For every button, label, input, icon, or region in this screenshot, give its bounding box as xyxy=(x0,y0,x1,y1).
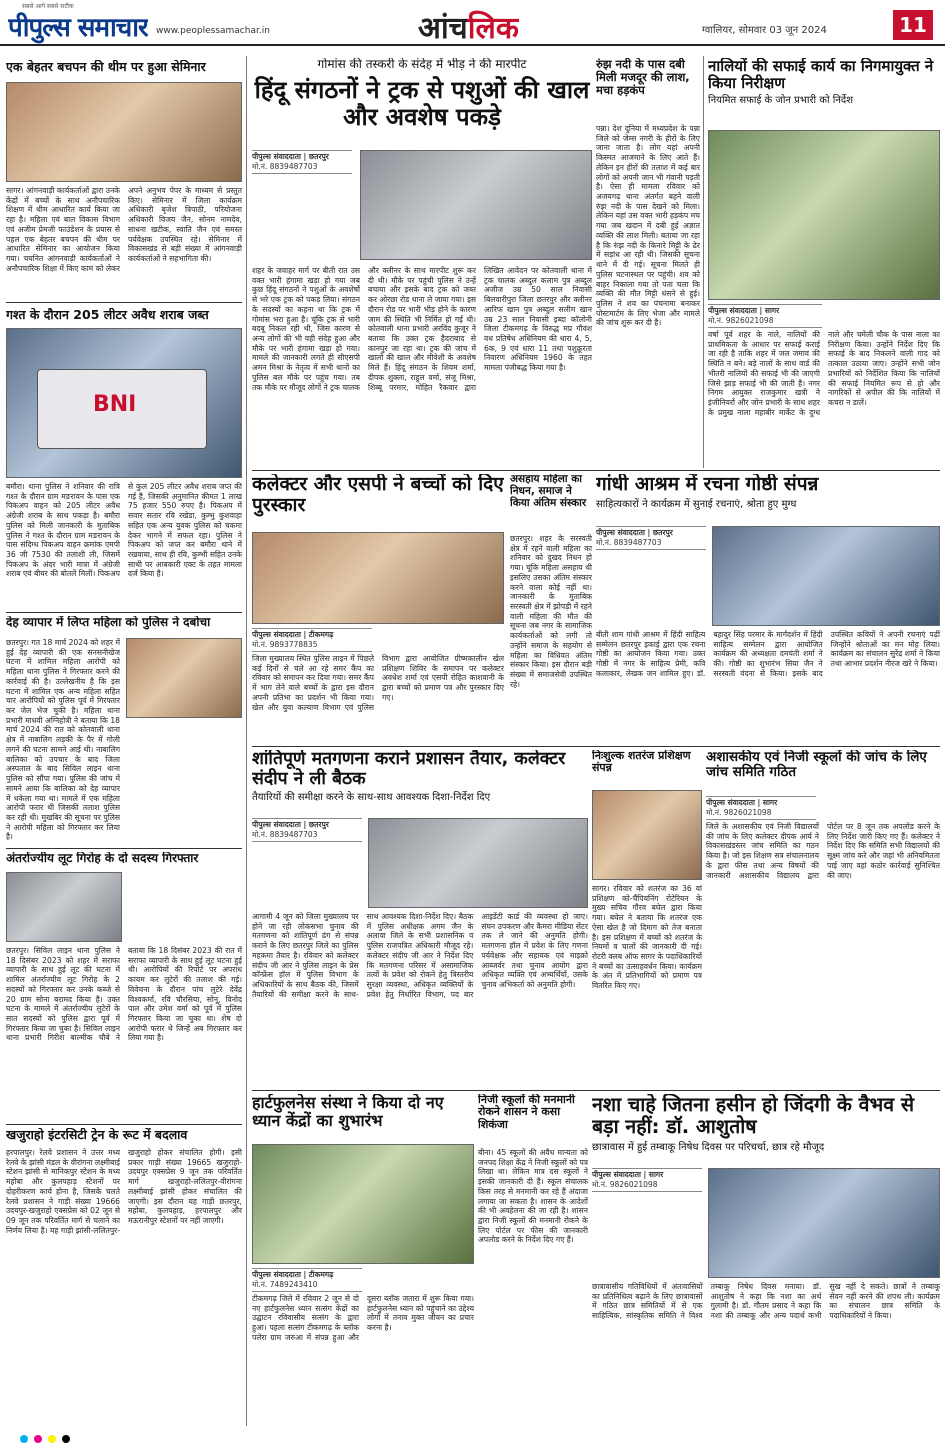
story-body: बमौरा। थाना पुलिस ने शनिवार की रात्रि गश्त के दौरान ग्राम मङरावन के पास एक पिकअप वाहन को 205 लीटर अवैध अंग्रेजी शराब के साथ पकड़ा है। बमौरा पुलिस को मिली जानकारी के मुताबिक पुलिस ने गश्त के दौरान ग्राम मङरावन के पास संदिग्ध पिकअप वाहन क्रमांक एमपी 36 जी 7530 की तलाशी ली, जिसमें पिकअप के अंदर भारी मात्रा में अंग्रेजी शराब एवं बीयर की बोतलें मिलीं। पिकअप से कुल 205 लीटर अवैध शराब जप्त की गई है, जिसकी अनुमानित कीमत 1 लाख 75 हजार 550 रुपए है। पिकअप में सवार सतार रवि रखेडा, कुम्भु कुशवाहा सहित एक अन्य युवक पुलिस को चकमा देकर भागने में सफल रहा। पुलिस ने पिकअप को जप्त कर बमौरा थाने में रखवाया, साथ ही रवि, कुम्भी सहित उनके साथी पर आबकारी एक्ट के तहत मामला दर्ज किया है। xyxy=(6,482,242,579)
story-body: पन्ना। देश दुनिया में मध्यप्रदेश के पन्ना जिले को जेम्स नगरी के हीरों के लिए जाना जाता है। लोग यहां अपनी किस्मत आजमाने के लिए आते हैं। लेकिन इन हीरों की तलाश में कई बार लोगों को अपनी जान भी गंवानी पड़ती है। ऐसा ही मामला रविवार को अजयगढ़ थाना अंतर्गत बहने वाली रुंझ नदी के पास देखने को मिला। लेकिन यहां उस वक्त भारी हड़कंप मच गया जब खदान में दबी हुई अज्ञात व्यक्ति की लाश मिली। बताया जा रहा है कि रुंझ नदी के किनारे मिट्टी के ढेर में सड़ांध आ रही थी। जिसकी सूचना थाने में दी गई। सूचना मिलते ही पुलिस घटनास्थल पर पहुंची। शव को बाहर निकाला गया तो पता चला कि व्यक्ति की मौत मिट्टी धंसने से हुई। पुलिस ने शव का पंचनामा बनाकर पोस्टमार्टम के लिए भेजा और मामले की जांच शुरू कर दी है। xyxy=(596,124,700,328)
byline: पीपुल्स संवाददाता | टीकमगढ़ मो.नं. 7489243410 xyxy=(252,1268,362,1292)
deck: छात्रावास में हुई तम्बाकू निषेध दिवस पर परिचर्चा, छात्र रहे मौजूद xyxy=(592,1141,825,1153)
story-photo xyxy=(6,82,242,182)
story-body: शहर के जवाहर मार्ग पर बीती रात उस वक्त भारी हंगामा खड़ा हो गया जब कुछ हिंदू संगठनों ने पशुओं के अवशेषों से भरे एक ट्रक को पकड़ लिया। संगठन के सदस्यों का कहना था कि ट्रक में गोमांस भरा हुआ है। चूंकि ट्रक से भारी बदबू निकल रही थी, जिस कारण से अन्य लोगों की भी वही संदेह हुआ और मौके पर भारी हंगामा खड़ा हो गया। मामले की जानकारी लगते ही सीएसपी अमन मिश्रा के नेतृत्व में सभी थानों का पुलिस बल मौके पर पहुंच गया। तब तक मौके पर मौजूद लोगों ने ट्रक चालक और क्लीनर के साथ मारपीट शुरू कर दी थी। मौके पर पहुंची पुलिस ने उन्हें बचाया और इसके बाद ट्रक को जब्त कर ओरछा रोड थाना ले जाया गया। इस दौरान रोड पर भारी भीड़ होने के कारण जाम की स्थिति भी निर्मित हो गई थी। कोतवाली थाना प्रभारी अरविंद कुजूर ने बताया कि उक्त ट्रक हैदराबाद से कानपुर जा रहा था। ट्रक की जांच में खालों की खाल और मीवेशी के अवशेष मिले हैं। हिंदू संगठन के शिवम शर्मा, दीपक शुक्ला, राहुल वर्मा, संजू मिश्रा, शिब्बू परमार, मोहित रैकवार द्वारा लिखित आवेदन पर कोतवाली थाना में ट्रक चालक अब्दुल कलाम पुत्र अब्दुल अजीज उम्र 50 साल निवासी बिलवारीपुरा जिला छतरपुर और क्लीनर आरिफ खान पुत्र अब्दुल सलीम खान उम्र 23 साल निवासी इब्दा कॉलोनी जिला टीकमगढ़ के विरुद्ध मप्र गौवंश वध प्रतिषेध अधिनियम की धारा 4, 5, 6क, 9 एवं धारा 11 तथा पशुक्रूरता निवारण अधिनियम 1960 के तहत मामला पंजीबद्ध किया गया है। xyxy=(252,266,592,392)
reg-mark xyxy=(34,1435,42,1443)
byline-name: पीपुल्स संवाददाता xyxy=(252,152,301,161)
newspaper-logo: पीपुल्स समाचार xyxy=(8,13,148,43)
headline: शांतिपूर्ण मतगणना कराने प्रशासन तैयार, कलेक्टर संदीप ने ली बैठक xyxy=(252,750,566,789)
reg-mark xyxy=(62,1435,70,1443)
story-heartfulness xyxy=(252,1094,474,1428)
section-title-b: लिक xyxy=(467,11,519,46)
story-gandhi-ashram xyxy=(596,474,940,742)
color-registration-marks xyxy=(0,1432,945,1445)
story-body-cont xyxy=(126,722,242,844)
story-drains xyxy=(708,58,940,466)
divider xyxy=(252,470,940,471)
byline-phone: मो.नं. 9826021098 xyxy=(706,808,772,817)
reg-mark xyxy=(20,1435,28,1443)
section-title xyxy=(418,6,519,46)
deck: साहित्यकारों ने कार्यक्रम में सुनाई रचनाएं, श्रोता हुए मुग्ध xyxy=(596,499,797,511)
story-body: छतरपुर। गत 18 मार्च 2024 को शहर में हुई देह व्यापारी की एक सनसनीखेज घटना में शामिल महिला आरोपी को महिला थाना पुलिस ने गिरफ्तार करने की कार्रवाई की है। उल्लेखनीय है कि इस घटना में शामिल एक अन्य महिला सहित चार आरोपियों को पुलिस पूर्व में गिरफ्तार कर जेल भेज चुकी है। महिला थाना प्रभारी माधवी अग्निहोत्री ने बताया कि 18 मार्च 2024 की रात को कोतवाली थाना क्षेत्र में नाबालिग लड़की के पैर में गोली लगने की घटना सामने आई थी। नाबालिग बालिका को उपचार के बाद जिला अस्पताल के बाद सिविल लाइन थाना पुलिस को सौंपा गया। पुलिस की जांच में सामने आया कि बालिका को देह व्यापार में धकेला गया था। मामले में एक महिला आरोपी फरार थी जिसकी तलाश पुलिस कर रही थी। मुखबिर की सूचना पर पुलिस ने आरोपी महिला को गिरफ्तार कर लिया है। xyxy=(6,638,120,842)
deck: नियमित सफाई के जोन प्रभारी को निर्देश xyxy=(708,94,854,106)
headline: कलेक्टर और एसपी ने बच्चों को दिए पुरस्कार xyxy=(252,474,504,517)
byline-phone: मो.नं. 8839487703 xyxy=(596,538,662,547)
headline: अंतर्राज्यीय लूट गिरोह के दो सदस्य गिरफ्तार xyxy=(6,852,199,865)
column-rule xyxy=(703,56,704,468)
story-collector-awards xyxy=(252,474,504,742)
headline: रुंझ नदी के पास दबी मिली मजदूर की लाश, मचा हड़कंप xyxy=(596,58,690,97)
story-body: आगामी 4 जून को जिला मुख्यालय पर होने जा रही लोकसभा चुनाव की मतगणना को शांतिपूर्ण ढंग से संपन्न कराने के लिए छतरपुर जिले का पुलिस महकमा तैयार है। रविवार को कलेक्टर संदीप जी आर ने पुलिस लाइन के प्रेस कॉन्फ्रेंस हॉल में पुलिस विभाग के अधिकारियों के साथ बैठक की, जिसमें तैयारियों की समीक्षा करने के साथ-साथ आवश्यक दिशा-निर्देश दिए। बैठक में पुलिस अधीक्षक अगम जैन के अलावा जिले के सभी प्रशासनिक व पुलिस राजपत्रित अधिकारी मौजूद रहे। कलेक्टर संदीप जी आर ने निर्देश दिए कि मतगणना परिसर में असामाजिक तत्वों के प्रवेश को रोकने हेतु त्रिस्तरीय सुरक्षा व्यवस्था, अधिकृत व्यक्तियों के प्रवेश हेतु निर्धारित विभाग, पद बार आइडेंटी कार्ड की व्यवस्था हो जाए। संघन उपकरण और कैमरा मीडिया सेंटर तक ले जाने की अनुमति होगी। मतगणना हॉल में प्रवेश के लिए गणना पर्यवेक्षक और सहायक एवं माइक्रो आब्जर्वर तथा चुनाव आयोग द्वारा अधिकृत व्यक्ति एवं अभ्यर्थियों, उसके चुनाव अभिकर्ता को अनुमति होगी। xyxy=(252,912,588,999)
headline: निजी स्कूलों की मनमानी रोकने शासन ने कसा शिकंजा xyxy=(478,1094,575,1131)
story-body: जिला मुख्यालय स्थित पुलिस लाइन में पिछले कई दिनों से चले आ रहे समर कैंप का रविवार को समापन कर दिया गया। समर कैंप में भाग लेने वाले बच्चों के द्वारा इस दौरान अपनी प्रतिभा का प्रदर्शन भी किया गया। खेल और युवा कल्याण विभाग एवं पुलिस विभाग द्वारा आयोजित ग्रीष्मकालीन खेल प्रशिक्षण शिविर के समापन पर कलेक्टर अवधेश शर्मा एवं एसपी रोहित काशवानी के द्वारा बच्चों को प्रमाण पत्र और पुरस्कार दिए गए। xyxy=(252,654,504,712)
byline-location: सागर xyxy=(648,1170,664,1179)
story-liquor-seized xyxy=(6,308,242,610)
story-body: छतरपुर। शहर के सरस्वती क्षेत्र में रहने वाली महिला का शनिवार को दुखद निधन हो गया। चूंकि महिला असहाय थी इसलिए उसका अंतिम संस्कार करने वाला कोई नहीं था। जानकारी के मुताबिक सरस्वती क्षेत्र में झोपड़ी में रहने वाली महिला की मौत की सूचना जब नगर के सामाजिक कार्यकर्ताओं को लगी तो उन्होंने समाज के सहयोग से महिला का विधिवत अंतिम संस्कार किया। इस दौरान बड़ी संख्या में समाजसेवी उपस्थित रहे। xyxy=(510,534,592,689)
van-lettering: BNI xyxy=(93,392,137,417)
story-photo xyxy=(368,818,588,908)
headline: गांधी आश्रम में रचना गोष्ठी संपन्न xyxy=(596,474,819,495)
van-body xyxy=(37,369,207,449)
story-lead-cattle xyxy=(252,58,592,466)
byline-phone: मो.नं. 7489243410 xyxy=(252,1280,318,1289)
story-loot-gang xyxy=(6,852,242,1122)
byline: पीपुल्स संवाददाता | छतरपुर मो.नं. 8839487703 xyxy=(596,526,706,550)
byline-location: टीकमगढ़ xyxy=(308,1270,334,1279)
story-body: छात्रावासीय गतिविधियों में अंतःवासियों का प्रतिनिधित्व बढ़ाने के लिए छात्रावासों में गठित छात्र समितियों में से एक साहित्यिक, सांस्कृतिक समिति ने विश्व तम्बाकू निषेध दिवस मनाया। डॉ. आशुतोष ने कहा कि नशा का अर्थ गुलामी है। डॉ. गौतम प्रसाद ने कहा कि नशा की तम्बाकू और अन्य पदार्थ कभी सुख नहीं दे सकते। छात्रों ने तम्बाकू सेवन नहीं करने की शपथ ली। कार्यक्रम का संचालन छात्र समिति के पदाधिकारियों ने किया। xyxy=(592,1282,940,1321)
byline: पीपुल्स संवाददाता | सागर मो.नं. 9826021098 xyxy=(592,1168,702,1192)
headline: अशासकीय एवं निजी स्कूलों की जांच के लिए जांच समिति गठित xyxy=(706,750,927,781)
story-private-schools xyxy=(478,1094,588,1428)
headline: खजुराहो इंटरसिटी ट्रेन के रूट में बदलाव xyxy=(6,1128,188,1142)
story-flesh-trade xyxy=(6,616,242,846)
byline: पीपुल्स संवाददाता | सागर मो.नं. 9826021098 xyxy=(708,304,822,328)
byline-name: पीपुल्स संवाददाता xyxy=(596,528,645,537)
story-body: जिले के अशासकीय एवं निजी विद्यालयों की जांच के लिए कलेक्टर दीपक आर्य ने विकासखंडस्तर जांच समिति का गठन किया है। जो इस शिक्षण सत्र संचालनालय के द्वारा फीस तथा अन्य विषयों की जानकारी अशासकीय विद्यालय द्वारा पोर्टल पर 8 जून तक अपलोड करने के लिए निर्देश जारी किए गए हैं। कलेक्टर ने निर्देश दिए कि समिति सभी विद्यालयों की सूक्ष्म जांच करे और जहां भी अनियमितता पाई जाए वहां कठोर कार्रवाई सुनिश्चित की जाए। xyxy=(706,822,940,880)
byline-name: पीपुल्स संवाददाता xyxy=(252,1270,301,1279)
story-vote-counting xyxy=(252,750,588,1086)
byline-phone: मो.नं. 8839487703 xyxy=(252,830,318,839)
headline: नशा चाहे जितना हसीन हो जिंदगी के वैभव से बड़ा नहीं: डॉ. आशुतोष xyxy=(592,1094,915,1138)
divider xyxy=(6,1124,242,1125)
deck: तैयारियों की समीक्षा करने के साथ-साथ आवश्यक दिशा-निर्देश दिए xyxy=(252,792,491,804)
story-body: बीना। 45 स्कूलों की अवैध मान्यता को जनपद शिक्षा केंद्र ने निजी स्कूलों को पत्र लिखा था। लेकिन मात्र दस स्कूलों ने इसकी जानकारी दी है। स्कूल संचालक किस तरह से मनमानी कर रहे हैं अंदाजा लगाया जा सकता है। शासन के आदेशों की भी अवहेलना की जा रही है। शासन द्वारा निजी स्कूलों की मनमानी रोकने के लिए पोर्टल पर फीस की जानकारी अपलोड करने के निर्देश दिए गए हैं। xyxy=(478,1148,588,1245)
divider xyxy=(252,746,940,747)
headline: देह व्यापार में लिप्त महिला को पुलिस ने दबोचा xyxy=(6,616,211,629)
headline: हार्टफुलनेस संस्था ने किया दो नए ध्यान केंद्रों का शुभारंभ xyxy=(252,1094,444,1130)
story-photo xyxy=(6,328,242,478)
story-body-dead-labourer xyxy=(596,58,700,466)
story-seminar xyxy=(6,60,242,300)
divider xyxy=(6,612,242,613)
byline: पीपुल्स संवाददाता | छतरपुर मो.नं. 8839487703 xyxy=(252,150,352,174)
divider xyxy=(6,848,242,849)
byline-location: टीकमगढ़ xyxy=(308,630,334,639)
story-photo xyxy=(708,1168,940,1278)
headline: नालियों की सफाई कार्य का निगमायुक्त ने किया निरीक्षण xyxy=(708,58,934,92)
column-rule xyxy=(246,56,247,1426)
byline-phone: मो.नं. 9826021098 xyxy=(708,316,774,325)
byline: पीपुल्स संवाददाता | छतरपुर मो.नं. 8839487703 xyxy=(252,818,362,842)
story-body: सागर। आंगनवाड़ी कार्यकर्ताओं द्वारा उनके केंद्रों में बच्चों के साथ अनौपचारिक शिक्षण में थीम आधारित कार्य किया जा रहा है। महिला एवं बाल विकास विभाग एवं अजीम प्रेमजी फाउंडेशन के प्रयास से पहल एक बेहतर बचपन की थीम पर आधारित सेमिनार का आयोजन किया गया। चयनित आंगनवाड़ी कार्यकर्ताओं ने अनौपचारिक शिक्षा में किए काम को लेकर अपने अनुभव पेपर के माध्यम से प्रस्तुत किए। सेमिनार में जिला कार्यक्रम अधिकारी बृजेश त्रिपाठी, परियोजना अधिकारी विजय जैन, सोनम नामदेव, साधना खटीक, स्वाति जैन एवं समस्त पर्यवेक्षक उपस्थित रहे। सेमिनार में विकासखंड से बड़ी संख्या में आंगनवाड़ी कार्यकर्ताओं ने सहभागिता की। xyxy=(6,186,242,273)
story-body: टीकमगढ़ जिले में रविवार 2 जून से दो नए हार्टफुलनेस ध्यान सत्संग केंद्रों का उद्घाटन रविवासीय सत्संग के द्वारा हुआ। पहला सत्संग टीकमगढ़ के ब्लॉक पलेरा ग्राम जरुआ में संपन्न हुआ और दूसरा ब्लॉक जतारा में शुरू किया गया। हार्टफुलनेस ध्यान को पहुंचाने का उद्देश्य लोगों में तनाव मुक्त जीवन का प्रचार करना है। xyxy=(252,1294,474,1342)
byline-name: पीपुल्स संवाददाता xyxy=(592,1170,641,1179)
story-photo xyxy=(252,532,504,624)
byline-location: छतरपुर xyxy=(308,820,329,829)
story-cremation xyxy=(510,474,592,742)
byline-location: छतरपुर xyxy=(308,152,329,161)
byline-location: सागर xyxy=(762,798,778,807)
story-chess xyxy=(592,750,702,1086)
story-photo xyxy=(708,130,940,300)
byline-location: सागर xyxy=(764,306,780,315)
story-photo xyxy=(6,872,122,942)
story-photo xyxy=(712,526,940,626)
story-body: सागर। रविवार को शतरंज का 36 वां प्रशिक्षण को-चैंपियनिंग रोटेरियन के मुख्य सचिव गौरव बघेल द्वारा किया गया। बघेल ने बताया कि शतरंज एक ऐसा खेल है जो दिमाग को तेज बनाता है। इस प्रशिक्षण में बच्चों को शतरंज के नियमों व चालों की जानकारी दी गई। रोटरी क्लब ऑफ सागर के पदाधिकारियों ने बच्चों का उत्साहवर्धन किया। कार्यक्रम के अंत में प्रतिभागियों को प्रमाण पत्र वितरित किए गए। xyxy=(592,884,702,991)
byline: पीपुल्स संवाददाता | टीकमगढ़ मो.नं. 9893778835 xyxy=(252,628,372,652)
story-photo xyxy=(252,1144,474,1264)
story-photo xyxy=(360,150,592,260)
story-train-route xyxy=(6,1128,242,1428)
headline: हिंदू संगठनों ने ट्रक से पशुओं की खाल और अवशेष पकड़े xyxy=(254,76,590,132)
byline-phone: मो.नं. 8839487703 xyxy=(252,162,318,171)
story-photo xyxy=(126,638,242,718)
kicker: गोमांस की तस्करी के संदेह में भीड़ ने की मारपीट xyxy=(317,58,527,71)
byline-phone: मो.नं. 9893778835 xyxy=(252,640,318,649)
divider xyxy=(6,302,242,303)
story-body: हरपालपुर। रेलवे प्रशासन ने उत्तर मध्य रेलवे के झांसी मंडल के वीरांगना लक्ष्मीबाई स्टेशन झांसी से मानिकपुर स्टेशन के मध्य महोबा और कुलपहाड़ स्टेशनों पर दोहरीकरण कार्य होना है, जिसके चलते रेलवे प्रशासन ने गाड़ी संख्या 19666 उदयपुर-खजुराहो एक्सप्रेस को 02 जून से 09 जून तक परिवर्तित मार्ग से चलाने का निर्णय लिया है। यह गाड़ी झांसी-ललितपुर-खजुराहो होकर संचालित होगी। इसी प्रकार गाड़ी संख्या 19665 खजुराहो-उदयपुर एक्सप्रेस 9 जून तक परिवर्तित मार्ग खजुराहो-ललितपुर-वीरांगना लक्ष्मीबाई झांसी होकर संचालित की जाएगी। इस दौरान यह गाड़ी छतरपुर, महोबा, कुलपहाड़, हरपालपुर और मऊरानीपुर स्टेशनों पर नहीं जाएगी। xyxy=(6,1148,242,1235)
byline-location: छतरपुर xyxy=(652,528,673,537)
story-tobacco-day xyxy=(592,1094,940,1428)
story-photo xyxy=(592,790,702,880)
byline-name: पीपुल्स संवाददाता xyxy=(708,306,757,315)
byline: पीपुल्स संवाददाता | सागर मो.नं. 9826021098 xyxy=(706,796,816,820)
masthead xyxy=(0,0,945,46)
website-url[interactable]: www.peoplessamachar.in xyxy=(156,26,270,36)
story-body: छतरपुर। सिविल लाइन थाना पुलिस ने 18 दिसंबर 2023 को शहर में सराफा व्यापारी के साथ हुई लूट की घटना में शामिल अंतर्राज्यीय लूट गिरोह के 2 सदस्यों को गिरफ्तार कर उनके कब्जे से 20 ग्राम सोना बरामद किया है। उक्त घटना के मामले में अंतर्राज्यीय लुटेरों के सात सदस्यों को पुलिस द्वारा पूर्व में गिरफ्तार किया जा चुका है। सिविल लाइन थाना प्रभारी गिरीश बाल्मीक चौबे ने बताया कि 18 दिसंबर 2023 की रात में सराफा व्यापारी के साथ हुई लूट घटना हुई थी। आरोपियों की रिपोर्ट पर अपराध कायम कर लुटेरों की तलाश की गई। विवेचना के दौरान पांच लुटेरे देवेंद्र विश्वकर्मा, रवि चौरसिया, सोनू, विनोद पाल और उमेश वर्मा को पूर्व में पुलिस गिरफ्तार किया जा चुका था। शेष दो आरोपी फरार थे जिन्हें अब गिरफ्तार कर लिया गया है। xyxy=(6,946,242,1043)
page-number: 11 xyxy=(893,10,933,40)
byline-name: पीपुल्स संवाददाता xyxy=(252,820,301,829)
byline-name: पीपुल्स संवाददाता xyxy=(706,798,755,807)
byline-name: पीपुल्स संवाददाता xyxy=(252,630,301,639)
dateline: ग्वालियर, सोमवार 03 जून 2024 xyxy=(702,25,827,36)
byline-phone: मो.नं. 9826021098 xyxy=(592,1180,658,1189)
headline: एक बेहतर बचपन की थीम पर हुआ सेमिनार xyxy=(6,60,206,74)
headline: निःशुल्क शतरंज प्रशिक्षण संपन्न xyxy=(592,750,691,775)
reg-mark xyxy=(48,1435,56,1443)
divider xyxy=(252,1090,940,1091)
headline: असहाय महिला का निधन, समाज ने किया अंतिम संस्कार xyxy=(510,474,587,509)
story-body: बीती शाम गांधी आश्रम में हिंदी साहित्य सम्मेलन छतरपुर इकाई द्वारा एक रचना गोष्ठी का आयोजन किया गया। उक्त गोष्ठी में नगर के साहित्य प्रेमी, कवि कलाकार, लेखक जन शामिल हुए। डॉ. बहादुर सिंह परमार के मार्गदर्शन में हिंदी साहित्य सम्मेलन द्वारा आयोजित कार्यक्रम की अध्यक्षता दमयंती शर्मा ने की। गोष्ठी का शुभारंभ सिया जैन ने सरस्वती वंदना से किया। इसके बाद उपस्थित कवियों ने अपनी रचनाएं पढ़ीं जिन्होंने श्रोताओं का मन मोह लिया। कार्यक्रम का संचालन सुरेंद्र शर्मा ने किया तथा आभार प्रदर्शन नीरज खरे ने किया। xyxy=(596,630,940,678)
section-title-a: आंच xyxy=(418,11,468,46)
headline: गश्त के दौरान 205 लीटर अवैध शराब जब्त xyxy=(6,308,209,322)
story-body: वर्षा पूर्व शहर के नाले, नालियों की प्राथमिकता के आधार पर सफाई कराई जा रही है ताकि शहर में जल जमाव की स्थिति न बने। बड़े नालों के साथ वार्ड की भीतरी नालियों की सफाई भी की जाएगी जिसे झाड़ सफाई भी की जाती है। नगर निगम आयुक्त राजकुमार खत्री ने इंजीनियरों और जोन प्रभारी के साथ शहर के प्रमुख नाला महाबीर मार्केट के दुग्ध नाले और चमेली चौक के पास नाला का निरीक्षण किया। उन्होंने निर्देश दिए कि सफाई के बाद निकलने वाली गाद को तत्काल उठाया जाए। उन्होंने सभी जोन प्रभारियों को निर्देशित किया कि नालियों की सफाई नियमित रूप से हो और नागरिकों से अपील की कि नालियों में कचरा न डालें। xyxy=(708,330,940,417)
story-school-committee xyxy=(706,750,940,1086)
masthead-tagline: सबसे आगे सबसे सटीक xyxy=(22,3,74,10)
